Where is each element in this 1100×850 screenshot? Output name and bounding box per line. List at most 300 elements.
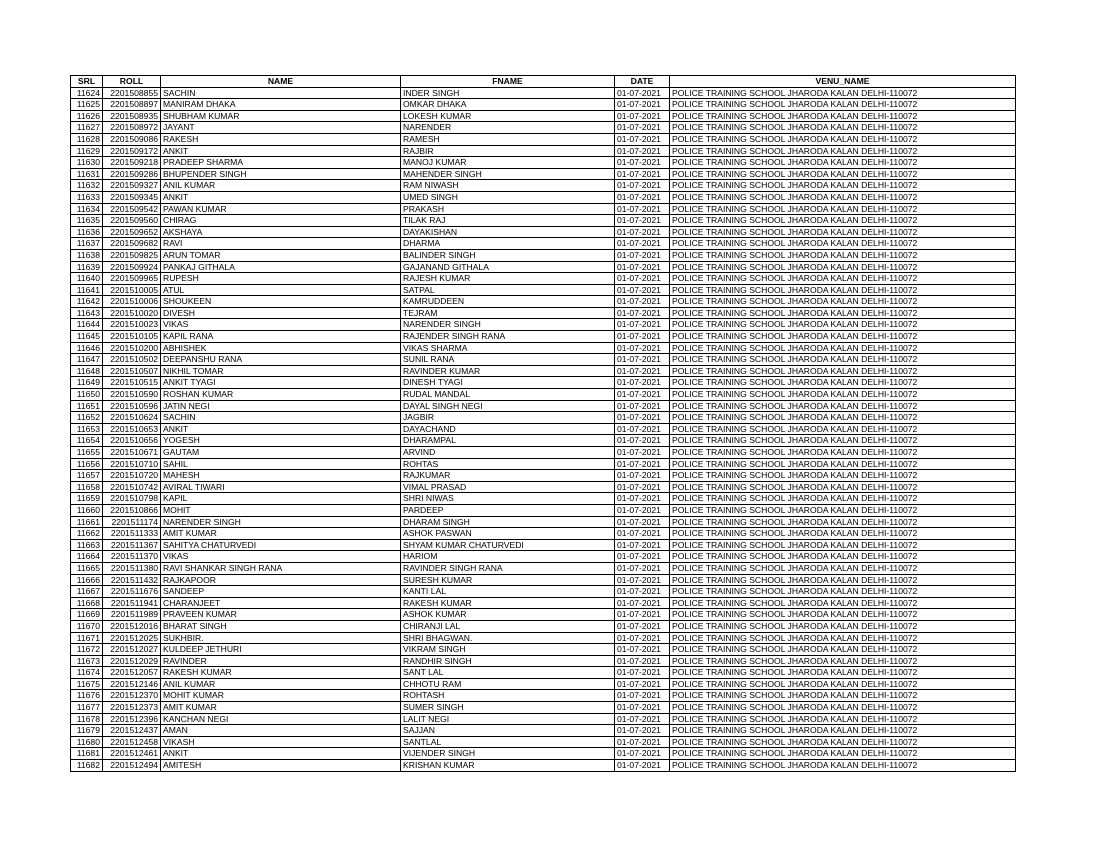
- cell-roll: 2201512027: [103, 644, 161, 656]
- cell-fname: KANTI LAL: [401, 586, 615, 598]
- cell-fname: BALINDER SINGH: [401, 249, 615, 261]
- cell-date: 01-07-2021: [615, 655, 670, 667]
- cell-venue: POLICE TRAINING SCHOOL JHARODA KALAN DELHI-110072: [670, 690, 1016, 702]
- cell-venue: POLICE TRAINING SCHOOL JHARODA KALAN DELHI-110072: [670, 180, 1016, 192]
- cell-date: 01-07-2021: [615, 516, 670, 528]
- cell-venue: POLICE TRAINING SCHOOL JHARODA KALAN DELHI-110072: [670, 574, 1016, 586]
- cell-srl: 11636: [71, 226, 103, 238]
- cell-roll: 2201509086: [103, 133, 161, 145]
- cell-name: RAVI SHANKAR SINGH RANA: [161, 562, 401, 574]
- cell-venue: POLICE TRAINING SCHOOL JHARODA KALAN DELHI-110072: [670, 435, 1016, 447]
- cell-srl: 11664: [71, 551, 103, 563]
- cell-srl: 11673: [71, 655, 103, 667]
- cell-name: DEEPANSHU RANA: [161, 354, 401, 366]
- cell-name: AMIT KUMAR: [161, 528, 401, 540]
- cell-fname: DAYACHAND: [401, 423, 615, 435]
- cell-fname: ARVIND: [401, 447, 615, 459]
- cell-fname: RAVINDER SINGH RANA: [401, 562, 615, 574]
- cell-date: 01-07-2021: [615, 238, 670, 250]
- cell-srl: 11625: [71, 99, 103, 111]
- cell-fname: KRISHAN KUMAR: [401, 760, 615, 772]
- cell-name: ANKIT: [161, 191, 401, 203]
- cell-name: ANIL KUMAR: [161, 180, 401, 192]
- cell-srl: 11672: [71, 644, 103, 656]
- cell-fname: VIKAS SHARMA: [401, 342, 615, 354]
- cell-venue: POLICE TRAINING SCHOOL JHARODA KALAN DELHI-110072: [670, 203, 1016, 215]
- table-row: [71, 110, 1016, 122]
- cell-srl: 11676: [71, 690, 103, 702]
- cell-roll: 2201511432: [103, 574, 161, 586]
- cell-venue: POLICE TRAINING SCHOOL JHARODA KALAN DELHI-110072: [670, 249, 1016, 261]
- cell-roll: 2201509924: [103, 261, 161, 273]
- table-row: [71, 307, 1016, 319]
- cell-date: 01-07-2021: [615, 725, 670, 737]
- cell-fname: SUNIL RANA: [401, 354, 615, 366]
- cell-venue: POLICE TRAINING SCHOOL JHARODA KALAN DELHI-110072: [670, 481, 1016, 493]
- cell-fname: OMKAR DHAKA: [401, 99, 615, 111]
- cell-fname: LOKESH KUMAR: [401, 110, 615, 122]
- cell-date: 01-07-2021: [615, 203, 670, 215]
- cell-srl: 11659: [71, 493, 103, 505]
- cell-srl: 11627: [71, 122, 103, 134]
- cell-fname: RAMESH: [401, 133, 615, 145]
- cell-roll: 2201512146: [103, 678, 161, 690]
- table-row: [71, 99, 1016, 111]
- cell-name: PANKAJ GITHALA: [161, 261, 401, 273]
- cell-fname: PRAKASH: [401, 203, 615, 215]
- table-row: [71, 331, 1016, 343]
- cell-name: ARUN TOMAR: [161, 249, 401, 261]
- cell-roll: 2201510515: [103, 377, 161, 389]
- cell-roll: 2201510671: [103, 447, 161, 459]
- table-row: [71, 122, 1016, 134]
- cell-venue: POLICE TRAINING SCHOOL JHARODA KALAN DELHI-110072: [670, 516, 1016, 528]
- cell-srl: 11657: [71, 470, 103, 482]
- table-body: [71, 87, 1016, 771]
- table-row: [71, 655, 1016, 667]
- cell-name: AMAN: [161, 725, 401, 737]
- cell-date: 01-07-2021: [615, 713, 670, 725]
- cell-roll: 2201511380: [103, 562, 161, 574]
- cell-venue: POLICE TRAINING SCHOOL JHARODA KALAN DELHI-110072: [670, 597, 1016, 609]
- cell-srl: 11654: [71, 435, 103, 447]
- cell-fname: ASHOK PASWAN: [401, 528, 615, 540]
- cell-name: SACHIN: [161, 412, 401, 424]
- cell-roll: 2201511174: [103, 516, 161, 528]
- cell-srl: 11638: [71, 249, 103, 261]
- table-row: [71, 423, 1016, 435]
- cell-date: 01-07-2021: [615, 667, 670, 679]
- cell-roll: 2201508935: [103, 110, 161, 122]
- cell-roll: 2201509218: [103, 157, 161, 169]
- cell-venue: POLICE TRAINING SCHOOL JHARODA KALAN DELHI-110072: [670, 655, 1016, 667]
- table-row: [71, 632, 1016, 644]
- cell-srl: 11634: [71, 203, 103, 215]
- cell-name: ANKIT: [161, 145, 401, 157]
- cell-fname: HARIOM: [401, 551, 615, 563]
- cell-venue: POLICE TRAINING SCHOOL JHARODA KALAN DELHI-110072: [670, 400, 1016, 412]
- cell-roll: 2201512396: [103, 713, 161, 725]
- cell-fname: SUMER SINGH: [401, 702, 615, 714]
- table-row: [71, 481, 1016, 493]
- table-row: [71, 377, 1016, 389]
- cell-fname: MANOJ KUMAR: [401, 157, 615, 169]
- cell-date: 01-07-2021: [615, 447, 670, 459]
- cell-srl: 11656: [71, 458, 103, 470]
- cell-fname: RUDAL MANDAL: [401, 389, 615, 401]
- cell-roll: 2201512437: [103, 725, 161, 737]
- cell-name: ANKIT: [161, 423, 401, 435]
- cell-srl: 11678: [71, 713, 103, 725]
- cell-srl: 11646: [71, 342, 103, 354]
- cell-name: MOHIT KUMAR: [161, 690, 401, 702]
- cell-date: 01-07-2021: [615, 307, 670, 319]
- cell-fname: DHARAMPAL: [401, 435, 615, 447]
- cell-srl: 11642: [71, 296, 103, 308]
- cell-srl: 11675: [71, 678, 103, 690]
- table-row: [71, 504, 1016, 516]
- cell-name: ROSHAN KUMAR: [161, 389, 401, 401]
- cell-date: 01-07-2021: [615, 191, 670, 203]
- cell-date: 01-07-2021: [615, 562, 670, 574]
- cell-srl: 11670: [71, 620, 103, 632]
- cell-venue: POLICE TRAINING SCHOOL JHARODA KALAN DELHI-110072: [670, 261, 1016, 273]
- cell-srl: 11666: [71, 574, 103, 586]
- cell-name: KAPIL: [161, 493, 401, 505]
- cell-name: RAVI: [161, 238, 401, 250]
- cell-roll: 2201510105: [103, 331, 161, 343]
- cell-name: SAHITYA CHATURVEDI: [161, 539, 401, 551]
- cell-fname: KAMRUDDEEN: [401, 296, 615, 308]
- cell-venue: POLICE TRAINING SCHOOL JHARODA KALAN DELHI-110072: [670, 365, 1016, 377]
- cell-srl: 11665: [71, 562, 103, 574]
- cell-fname: SHRI BHAGWAN.: [401, 632, 615, 644]
- cell-roll: 2201510200: [103, 342, 161, 354]
- cell-name: SHUBHAM KUMAR: [161, 110, 401, 122]
- cell-roll: 2201511370: [103, 551, 161, 563]
- cell-date: 01-07-2021: [615, 261, 670, 273]
- table-row: [71, 261, 1016, 273]
- cell-fname: GAJANAND GITHALA: [401, 261, 615, 273]
- cell-roll: 2201512461: [103, 748, 161, 760]
- cell-srl: 11681: [71, 748, 103, 760]
- cell-venue: POLICE TRAINING SCHOOL JHARODA KALAN DELHI-110072: [670, 331, 1016, 343]
- table-row: [71, 702, 1016, 714]
- header-roll: ROLL: [103, 76, 161, 88]
- cell-date: 01-07-2021: [615, 586, 670, 598]
- cell-date: 01-07-2021: [615, 389, 670, 401]
- table-row: [71, 249, 1016, 261]
- cell-roll: 2201510798: [103, 493, 161, 505]
- cell-fname: NARENDER SINGH: [401, 319, 615, 331]
- cell-fname: INDER SINGH: [401, 87, 615, 99]
- table-row: [71, 284, 1016, 296]
- cell-name: PAWAN KUMAR: [161, 203, 401, 215]
- cell-fname: PARDEEP: [401, 504, 615, 516]
- cell-roll: 2201510653: [103, 423, 161, 435]
- cell-name: SACHIN: [161, 87, 401, 99]
- table-row: [71, 562, 1016, 574]
- cell-date: 01-07-2021: [615, 284, 670, 296]
- cell-name: SHOUKEEN: [161, 296, 401, 308]
- cell-date: 01-07-2021: [615, 342, 670, 354]
- cell-fname: NARENDER: [401, 122, 615, 134]
- cell-roll: 2201509825: [103, 249, 161, 261]
- table-row: [71, 435, 1016, 447]
- cell-name: AVIRAL TIWARI: [161, 481, 401, 493]
- cell-venue: POLICE TRAINING SCHOOL JHARODA KALAN DELHI-110072: [670, 342, 1016, 354]
- cell-roll: 2201512016: [103, 620, 161, 632]
- cell-roll: 2201511676: [103, 586, 161, 598]
- cell-roll: 2201510596: [103, 400, 161, 412]
- cell-srl: 11641: [71, 284, 103, 296]
- cell-name: VIKAS: [161, 319, 401, 331]
- table-row: [71, 586, 1016, 598]
- table-row: [71, 389, 1016, 401]
- table-row: [71, 296, 1016, 308]
- table-row: [71, 365, 1016, 377]
- cell-venue: POLICE TRAINING SCHOOL JHARODA KALAN DELHI-110072: [670, 528, 1016, 540]
- cell-roll: 2201509965: [103, 273, 161, 285]
- cell-venue: POLICE TRAINING SCHOOL JHARODA KALAN DELHI-110072: [670, 748, 1016, 760]
- cell-date: 01-07-2021: [615, 435, 670, 447]
- cell-date: 01-07-2021: [615, 539, 670, 551]
- cell-srl: 11655: [71, 447, 103, 459]
- cell-name: ANKIT: [161, 748, 401, 760]
- cell-date: 01-07-2021: [615, 215, 670, 227]
- cell-venue: POLICE TRAINING SCHOOL JHARODA KALAN DELHI-110072: [670, 667, 1016, 679]
- cell-name: CHARANJEET: [161, 597, 401, 609]
- cell-fname: RAKESH KUMAR: [401, 597, 615, 609]
- cell-venue: POLICE TRAINING SCHOOL JHARODA KALAN DELHI-110072: [670, 586, 1016, 598]
- cell-roll: 2201511941: [103, 597, 161, 609]
- cell-roll: 2201510590: [103, 389, 161, 401]
- header-name: NAME: [161, 76, 401, 88]
- cell-date: 01-07-2021: [615, 632, 670, 644]
- cell-date: 01-07-2021: [615, 736, 670, 748]
- cell-venue: POLICE TRAINING SCHOOL JHARODA KALAN DELHI-110072: [670, 389, 1016, 401]
- cell-name: RUPESH: [161, 273, 401, 285]
- cell-name: NIKHIL TOMAR: [161, 365, 401, 377]
- cell-srl: 11624: [71, 87, 103, 99]
- cell-venue: POLICE TRAINING SCHOOL JHARODA KALAN DELHI-110072: [670, 644, 1016, 656]
- table-row: [71, 180, 1016, 192]
- cell-fname: RAM NIWASH: [401, 180, 615, 192]
- table-row: [71, 157, 1016, 169]
- cell-venue: POLICE TRAINING SCHOOL JHARODA KALAN DELHI-110072: [670, 87, 1016, 99]
- table-row: [71, 319, 1016, 331]
- cell-roll: 2201510020: [103, 307, 161, 319]
- cell-venue: POLICE TRAINING SCHOOL JHARODA KALAN DELHI-110072: [670, 168, 1016, 180]
- cell-name: YOGESH: [161, 435, 401, 447]
- cell-date: 01-07-2021: [615, 748, 670, 760]
- cell-srl: 11671: [71, 632, 103, 644]
- cell-srl: 11667: [71, 586, 103, 598]
- cell-date: 01-07-2021: [615, 620, 670, 632]
- cell-srl: 11662: [71, 528, 103, 540]
- table-row: [71, 273, 1016, 285]
- cell-srl: 11644: [71, 319, 103, 331]
- cell-venue: POLICE TRAINING SCHOOL JHARODA KALAN DELHI-110072: [670, 551, 1016, 563]
- cell-date: 01-07-2021: [615, 273, 670, 285]
- cell-name: MOHIT: [161, 504, 401, 516]
- cell-fname: JAGBIR: [401, 412, 615, 424]
- cell-roll: 2201509652: [103, 226, 161, 238]
- cell-venue: POLICE TRAINING SCHOOL JHARODA KALAN DELHI-110072: [670, 620, 1016, 632]
- cell-srl: 11648: [71, 365, 103, 377]
- cell-roll: 2201510720: [103, 470, 161, 482]
- cell-date: 01-07-2021: [615, 110, 670, 122]
- cell-venue: POLICE TRAINING SCHOOL JHARODA KALAN DELHI-110072: [670, 423, 1016, 435]
- table-row: [71, 551, 1016, 563]
- table-row: [71, 748, 1016, 760]
- cell-venue: POLICE TRAINING SCHOOL JHARODA KALAN DELHI-110072: [670, 215, 1016, 227]
- cell-date: 01-07-2021: [615, 400, 670, 412]
- cell-name: RAKESH KUMAR: [161, 667, 401, 679]
- cell-name: ANIL KUMAR: [161, 678, 401, 690]
- cell-fname: RAJBIR: [401, 145, 615, 157]
- cell-srl: 11635: [71, 215, 103, 227]
- cell-name: KAPIL RANA: [161, 331, 401, 343]
- cell-date: 01-07-2021: [615, 644, 670, 656]
- cell-fname: VIJENDER SINGH: [401, 748, 615, 760]
- cell-venue: POLICE TRAINING SCHOOL JHARODA KALAN DELHI-110072: [670, 562, 1016, 574]
- cell-date: 01-07-2021: [615, 412, 670, 424]
- cell-srl: 11680: [71, 736, 103, 748]
- cell-name: PRADEEP SHARMA: [161, 157, 401, 169]
- cell-venue: POLICE TRAINING SCHOOL JHARODA KALAN DELHI-110072: [670, 470, 1016, 482]
- cell-srl: 11674: [71, 667, 103, 679]
- cell-venue: POLICE TRAINING SCHOOL JHARODA KALAN DELHI-110072: [670, 238, 1016, 250]
- table-row: [71, 447, 1016, 459]
- cell-fname: ROHTAS: [401, 458, 615, 470]
- cell-name: VIKASH: [161, 736, 401, 748]
- cell-date: 01-07-2021: [615, 180, 670, 192]
- cell-venue: POLICE TRAINING SCHOOL JHARODA KALAN DELHI-110072: [670, 702, 1016, 714]
- cell-fname: DINESH TYAGI: [401, 377, 615, 389]
- cell-name: JAYANT: [161, 122, 401, 134]
- cell-fname: LALIT NEGI: [401, 713, 615, 725]
- cell-srl: 11631: [71, 168, 103, 180]
- cell-date: 01-07-2021: [615, 122, 670, 134]
- cell-venue: POLICE TRAINING SCHOOL JHARODA KALAN DELHI-110072: [670, 736, 1016, 748]
- cell-date: 01-07-2021: [615, 609, 670, 621]
- cell-date: 01-07-2021: [615, 504, 670, 516]
- header-row: [71, 76, 1016, 88]
- cell-roll: 2201510005: [103, 284, 161, 296]
- cell-date: 01-07-2021: [615, 133, 670, 145]
- cell-date: 01-07-2021: [615, 365, 670, 377]
- cell-date: 01-07-2021: [615, 551, 670, 563]
- cell-roll: 2201509345: [103, 191, 161, 203]
- cell-fname: DHARMA: [401, 238, 615, 250]
- cell-srl: 11628: [71, 133, 103, 145]
- table-row: [71, 458, 1016, 470]
- cell-date: 01-07-2021: [615, 458, 670, 470]
- cell-roll: 2201510023: [103, 319, 161, 331]
- cell-roll: 2201510624: [103, 412, 161, 424]
- cell-date: 01-07-2021: [615, 99, 670, 111]
- cell-srl: 11637: [71, 238, 103, 250]
- cell-fname: SHYAM KUMAR CHATURVEDI: [401, 539, 615, 551]
- cell-srl: 11639: [71, 261, 103, 273]
- cell-venue: POLICE TRAINING SCHOOL JHARODA KALAN DELHI-110072: [670, 609, 1016, 621]
- table-row: [71, 678, 1016, 690]
- cell-name: MAHESH: [161, 470, 401, 482]
- cell-name: VIKAS: [161, 551, 401, 563]
- table-row: [71, 574, 1016, 586]
- table-row: [71, 354, 1016, 366]
- cell-srl: 11663: [71, 539, 103, 551]
- table-row: [71, 690, 1016, 702]
- cell-srl: 11647: [71, 354, 103, 366]
- cell-roll: 2201510866: [103, 504, 161, 516]
- table-row: [71, 133, 1016, 145]
- candidate-table: [70, 75, 1016, 772]
- table-row: [71, 145, 1016, 157]
- cell-fname: CHIRANJI LAL: [401, 620, 615, 632]
- cell-fname: SANT LAL: [401, 667, 615, 679]
- cell-srl: 11677: [71, 702, 103, 714]
- header-venue: VENU_NAME: [670, 76, 1016, 88]
- cell-name: AMITESH: [161, 760, 401, 772]
- cell-roll: 2201512494: [103, 760, 161, 772]
- cell-name: KULDEEP JETHURI: [161, 644, 401, 656]
- candidate-list-sheet: [70, 75, 1015, 772]
- cell-roll: 2201510006: [103, 296, 161, 308]
- cell-date: 01-07-2021: [615, 470, 670, 482]
- table-row: [71, 342, 1016, 354]
- cell-date: 01-07-2021: [615, 528, 670, 540]
- cell-roll: 2201510710: [103, 458, 161, 470]
- cell-fname: SANTLAL: [401, 736, 615, 748]
- table-row: [71, 667, 1016, 679]
- cell-name: CHIRAG: [161, 215, 401, 227]
- cell-fname: RANDHIR SINGH: [401, 655, 615, 667]
- cell-roll: 2201510507: [103, 365, 161, 377]
- table-row: [71, 725, 1016, 737]
- cell-date: 01-07-2021: [615, 678, 670, 690]
- cell-name: SAHIL: [161, 458, 401, 470]
- table-row: [71, 713, 1016, 725]
- cell-date: 01-07-2021: [615, 597, 670, 609]
- cell-fname: TILAK RAJ: [401, 215, 615, 227]
- cell-roll: 2201508897: [103, 99, 161, 111]
- cell-venue: POLICE TRAINING SCHOOL JHARODA KALAN DELHI-110072: [670, 447, 1016, 459]
- cell-date: 01-07-2021: [615, 493, 670, 505]
- cell-srl: 11653: [71, 423, 103, 435]
- cell-date: 01-07-2021: [615, 296, 670, 308]
- cell-srl: 11682: [71, 760, 103, 772]
- cell-name: DIVESH: [161, 307, 401, 319]
- cell-roll: 2201512029: [103, 655, 161, 667]
- cell-venue: POLICE TRAINING SCHOOL JHARODA KALAN DELHI-110072: [670, 296, 1016, 308]
- cell-roll: 2201509327: [103, 180, 161, 192]
- cell-name: AMIT KUMAR: [161, 702, 401, 714]
- cell-roll: 2201511367: [103, 539, 161, 551]
- cell-date: 01-07-2021: [615, 354, 670, 366]
- cell-date: 01-07-2021: [615, 702, 670, 714]
- cell-srl: 11650: [71, 389, 103, 401]
- cell-fname: TEJRAM: [401, 307, 615, 319]
- cell-venue: POLICE TRAINING SCHOOL JHARODA KALAN DELHI-110072: [670, 145, 1016, 157]
- cell-venue: POLICE TRAINING SCHOOL JHARODA KALAN DELHI-110072: [670, 678, 1016, 690]
- cell-roll: 2201512373: [103, 702, 161, 714]
- cell-srl: 11660: [71, 504, 103, 516]
- cell-srl: 11668: [71, 597, 103, 609]
- cell-date: 01-07-2021: [615, 760, 670, 772]
- header-fname: FNAME: [401, 76, 615, 88]
